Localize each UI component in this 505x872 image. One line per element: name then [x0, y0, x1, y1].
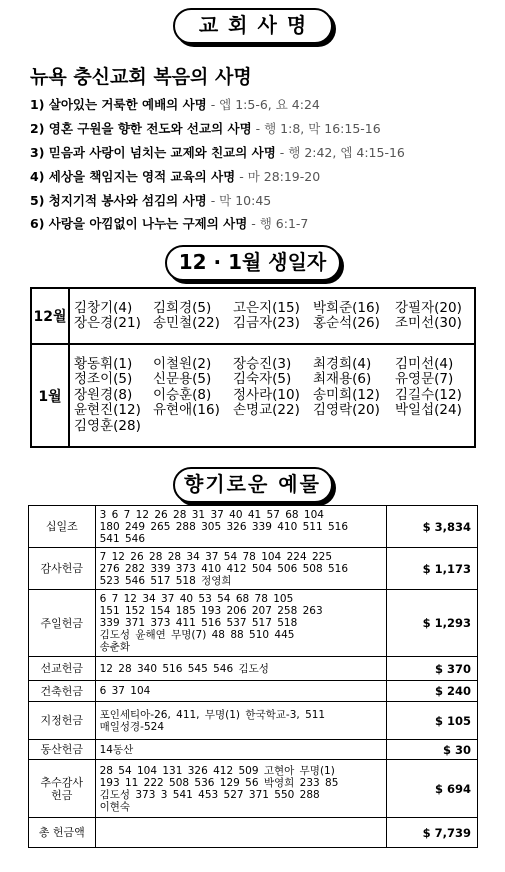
offering-amount: $ 370 [387, 657, 478, 681]
offering-category-text: 지정헌금 [40, 714, 84, 727]
offering-donors [95, 548, 387, 590]
offering-row [29, 760, 478, 818]
offering-donor-line: 6 37 104 [99, 685, 151, 697]
birthday-name: 최재용(6) [313, 371, 372, 388]
offering-amount: $ 1,293 [387, 590, 478, 657]
offering-category [29, 760, 96, 818]
offering-donor-line: 276 282 339 373 410 412 504 506 508 516 [99, 562, 349, 575]
mission-item-text: 4) 세상을 책임지는 영적 교육의 사명 [30, 169, 236, 184]
mission-item-text: 2) 영혼 구원을 향한 전도와 선교의 사명 [30, 121, 252, 136]
mission-item [30, 95, 320, 113]
offering-row [29, 506, 478, 548]
offering-row [29, 681, 478, 702]
offering-table [28, 505, 478, 848]
offerings-heading: 향기로운 예물 [173, 467, 333, 503]
offering-row [29, 740, 478, 760]
birthday-name: 김길수(12) [395, 386, 462, 403]
offering-donors [95, 818, 387, 848]
mission-item-text: 3) 믿음과 사랑이 넘치는 교제와 친교의 사명 [30, 145, 276, 160]
birthday-name: 최경희(4) [313, 355, 372, 372]
birthday-name: 장승진(3) [233, 355, 292, 372]
offering-donors [95, 760, 387, 818]
offering-donor-line: 151 152 154 185 193 206 207 258 263 [99, 605, 323, 617]
birthday-name: 황동휘(1) [74, 355, 133, 372]
offering-donors [95, 740, 387, 760]
mission-item [30, 191, 271, 209]
offering-donor-line: 7 12 26 28 28 34 37 54 78 104 224 225 [99, 550, 332, 563]
offering-amount: $ 1,173 [387, 548, 478, 590]
offering-row [29, 548, 478, 590]
offering-donor-line: 6 7 12 34 37 40 53 54 68 78 105 [99, 593, 294, 605]
offering-amount: $ 105 [387, 702, 478, 740]
birthday-name: 이철원(2) [153, 355, 212, 372]
january-row [31, 344, 475, 447]
mission-item-reference: - 행 2:42, 엡 4:15-16 [275, 145, 405, 160]
birthday-name: 김희경(5) [153, 299, 212, 316]
birthday-name: 정사라(10) [233, 386, 300, 403]
offering-category [29, 657, 96, 681]
birthday-name: 송미희(12) [313, 386, 380, 403]
mission-item-reference: - 마 28:19-20 [235, 169, 321, 184]
birthday-name: 김영훈(28) [74, 417, 141, 434]
offering-donor-line: 3 6 7 12 26 28 31 37 40 41 57 68 104 [99, 508, 324, 521]
mission-item [30, 119, 381, 137]
mission-item-text: 6) 사랑을 아낌없이 나누는 구제의 사명 [30, 216, 248, 231]
birthday-name: 이승훈(8) [153, 386, 212, 403]
offering-donor-line: 포인세티아-26, 411, 무명(1) 한국학교-3, 511 [99, 708, 326, 721]
offering-donor-line: 김도성 373 3 541 453 527 371 550 288 [99, 788, 320, 801]
offering-category-text: 헌금 [51, 788, 73, 802]
offering-amount: $ 30 [387, 740, 478, 760]
offering-donor-line: 180 249 265 288 305 326 339 410 511 516 [99, 520, 349, 533]
offering-category-text: 총 헌금액 [38, 826, 85, 839]
offering-donor-line: 이현숙 [99, 800, 131, 813]
birthday-name: 손명교(22) [233, 402, 300, 419]
birthday-name: 유영문(7) [395, 371, 454, 388]
offering-amount: $ 694 [387, 760, 478, 818]
offering-donors [95, 681, 387, 702]
offering-amount: $ 7,739 [387, 818, 478, 848]
offering-donors [95, 590, 387, 657]
birthday-name: 김미선(4) [395, 355, 454, 372]
offering-category-text: 동산헌금 [40, 743, 84, 756]
offering-category [29, 548, 96, 590]
offering-category [29, 681, 96, 702]
birthday-name: 장원경(8) [74, 386, 133, 403]
offering-donor-line: 339 371 373 411 516 537 517 518 [99, 617, 298, 629]
offering-row [29, 818, 478, 848]
birthday-name: 송민철(22) [153, 315, 220, 331]
offering-donors [95, 506, 387, 548]
offering-row [29, 702, 478, 740]
offering-donor-line: 28 54 104 131 326 412 509 고현아 무명(1) [99, 764, 335, 777]
mission-item-text: 5) 청지기적 봉사와 섬김의 사명 [30, 193, 207, 208]
birthday-name: 정조이(5) [74, 371, 133, 388]
offering-donor-line: 김도성 윤해연 무명(7) 48 88 510 445 [99, 629, 295, 641]
december-row [31, 288, 475, 344]
birthday-table [30, 287, 476, 448]
january-names-cell [69, 344, 475, 447]
mission-item-reference: - 막 10:45 [206, 193, 272, 208]
mission-item [30, 143, 405, 161]
birthday-name: 신문용(5) [153, 371, 212, 388]
birthday-name: 김숙자(5) [233, 371, 292, 388]
birthday-name: 박희준(16) [313, 299, 380, 316]
mission-item-reference: - 행 1:8, 막 16:15-16 [251, 121, 381, 136]
birthday-name: 유현애(16) [153, 402, 220, 419]
offering-category [29, 590, 96, 657]
mission-item [30, 167, 320, 185]
offering-donor-line: 523 546 517 518 정영희 [99, 574, 232, 587]
offering-category-text: 감사헌금 [40, 562, 84, 575]
january-month-label: 1월 [31, 344, 69, 447]
birthday-name: 김영락(20) [313, 402, 380, 419]
birthday-name: 홍순석(26) [313, 315, 380, 331]
mission-item-reference: - 행 6:1-7 [247, 216, 309, 231]
birthday-name: 조미선(30) [395, 315, 462, 331]
offering-category-text: 추수감사 [40, 775, 84, 789]
mission-item [30, 214, 308, 232]
offering-donor-line: 12 28 340 516 545 546 김도성 [99, 662, 269, 675]
offering-donors [95, 702, 387, 740]
offering-category [29, 740, 96, 760]
offering-category-text: 건축헌금 [40, 684, 84, 698]
offering-donor-line: 14동산 [99, 743, 134, 756]
mission-item-reference: - 엡 1:5-6, 요 4:24 [206, 97, 320, 112]
offering-category-text: 십일조 [45, 520, 78, 533]
birthday-name: 강필자(20) [395, 299, 462, 316]
birthday-name: 김창기(4) [74, 299, 133, 316]
offering-donor-line: 541 546 [99, 532, 146, 545]
birthdays-heading: 12 · 1월 생일자 [165, 245, 341, 281]
offering-category-text: 주일헌금 [40, 616, 84, 630]
birthday-name: 김금자(23) [233, 315, 300, 331]
birthday-name: 윤현진(12) [74, 402, 141, 419]
offering-row [29, 590, 478, 657]
birthday-name: 박일섭(24) [395, 402, 462, 419]
birthday-name: 장은경(21) [74, 315, 141, 331]
december-month-label: 12월 [31, 288, 69, 344]
mission-item-text: 1) 살아있는 거룩한 예배의 사명 [30, 97, 207, 112]
offering-category [29, 702, 96, 740]
offering-category [29, 506, 96, 548]
mission-title: 뉴욕 충신교회 복음의 사명 [30, 66, 252, 88]
december-names-cell [69, 288, 475, 344]
offering-amount: $ 240 [387, 681, 478, 702]
church-mission-heading: 교회사명 [173, 8, 333, 44]
offering-donor-line: 매일성경-524 [99, 720, 164, 733]
offering-amount: $ 3,834 [387, 506, 478, 548]
offering-category-text: 선교헌금 [40, 662, 84, 675]
offering-category [29, 818, 96, 848]
offering-donor-line: 송춘화 [99, 641, 131, 653]
birthday-name: 고은지(15) [233, 299, 300, 316]
offering-donor-line: 193 11 222 508 536 129 56 박영희 233 85 [99, 776, 339, 789]
offering-donors [95, 657, 387, 681]
offering-row [29, 657, 478, 681]
